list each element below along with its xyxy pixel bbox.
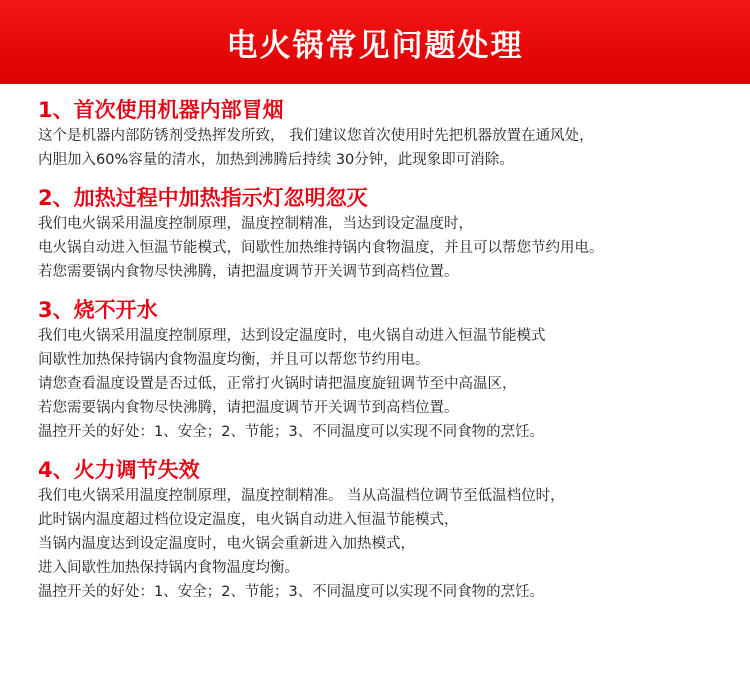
section-text-line: 温控开关的好处：1、安全；2、节能；3、不同温度可以实现不同食物的烹饪。 — [38, 424, 545, 440]
section-text-line: 我们电火锅采用温度控制原理，温度控制精准。 当从高温档位调节至低温档位时， — [38, 488, 565, 504]
section-text-line: 若您需要锅内食物尽快沸腾，请把温度调节开关调节到高档位置。 — [38, 264, 459, 280]
faq-section-1 — [38, 96, 728, 172]
section-heading: 3、烧不开水 — [38, 298, 158, 322]
section-text-line: 我们电火锅采用温度控制原理，温度控制精准，当达到设定温度时， — [38, 216, 473, 232]
section-heading: 1、首次使用机器内部冒烟 — [38, 98, 284, 122]
faq-section-2 — [38, 184, 728, 284]
section-text-line: 间歇性加热保持锅内食物温度均衡，并且可以帮您节约用电。 — [38, 352, 430, 368]
faq-section-4 — [38, 456, 728, 604]
section-text-line: 内胆加入60%容量的清水，加热到沸腾后持续 30分钟，此现象即可消除。 — [38, 152, 514, 168]
section-text-line: 温控开关的好处：1、安全；2、节能；3、不同温度可以实现不同食物的烹饪。 — [38, 584, 545, 600]
title-banner — [0, 0, 750, 84]
section-text-line: 请您查看温度设置是否过低，正常打火锅时请把温度旋钮调节至中高温区， — [38, 376, 517, 392]
section-text-line: 当锅内温度达到设定温度时，电火锅会重新进入加热模式， — [38, 536, 415, 552]
section-text-line: 这个是机器内部防锈剂受热挥发所致， 我们建议您首次使用时先把机器放置在通风处， — [38, 128, 594, 144]
section-text-line: 若您需要锅内食物尽快沸腾，请把温度调节开关调节到高档位置。 — [38, 400, 459, 416]
section-heading: 2、加热过程中加热指示灯忽明忽灭 — [38, 186, 368, 210]
page-title: 电火锅常见问题处理 — [226, 27, 524, 64]
faq-content — [38, 96, 728, 616]
section-text-line: 进入间歇性加热保持锅内食物温度均衡。 — [38, 560, 299, 576]
section-heading: 4、火力调节失效 — [38, 458, 200, 482]
section-text-line: 我们电火锅采用温度控制原理，达到设定温度时，电火锅自动进入恒温节能模式 — [38, 328, 546, 344]
section-text-line: 电火锅自动进入恒温节能模式，间歇性加热维持锅内食物温度，并且可以帮您节约用电。 — [38, 240, 604, 256]
faq-section-3 — [38, 296, 728, 444]
section-text-line: 此时锅内温度超过档位设定温度，电火锅自动进入恒温节能模式， — [38, 512, 459, 528]
